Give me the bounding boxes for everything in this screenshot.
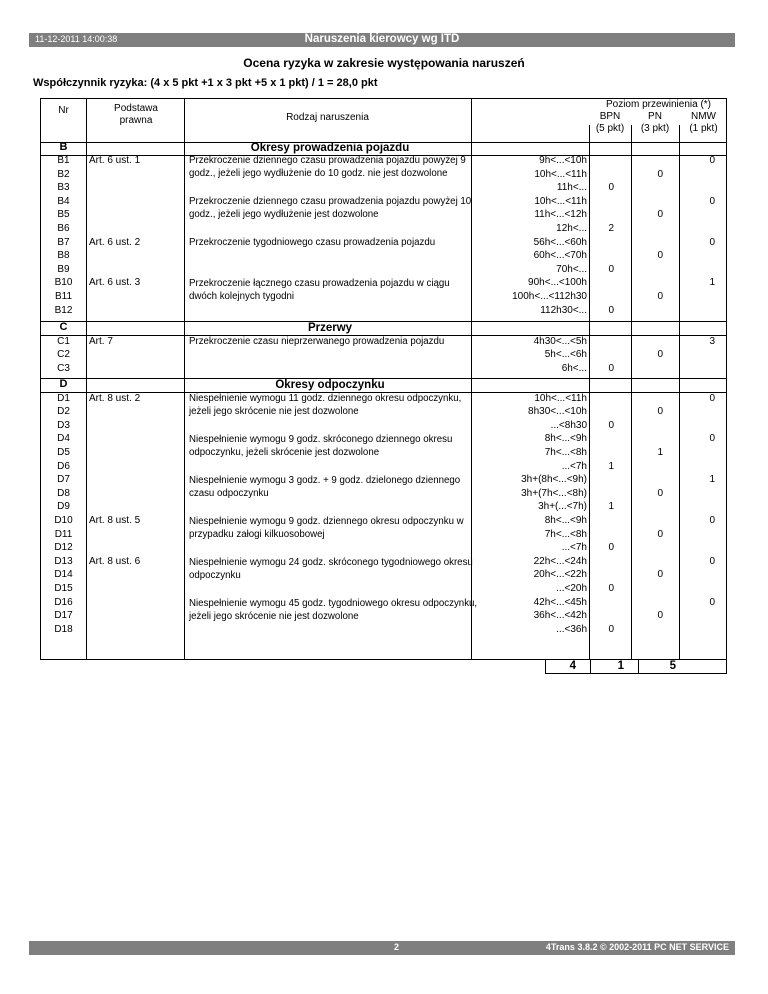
pn-value: 1 <box>657 446 663 458</box>
violation-description: Przekroczenie łącznego czasu prowadzenia pojazdu w ciągu dwóch kolejnych tygodni <box>189 278 450 302</box>
threshold-cell: 7h<...<8h <box>544 446 587 458</box>
row-nr: D6 <box>57 460 70 472</box>
row-nr: B3 <box>57 182 70 194</box>
violation-description: Niespełnienie wymogu 9 godz. skróconego dziennego okresu odpoczynku, jeżeli skrócenie jest dozwolone <box>189 434 453 458</box>
pn-value: 0 <box>657 250 663 262</box>
section-title: Okresy prowadzenia pojazdu <box>250 142 410 154</box>
risk-coefficient: Współczynnik ryzyka: (4 x 5 pkt +1 x 3 pkt +5 x 1 pkt) / 1 = 28,0 pkt <box>33 77 378 89</box>
threshold-cell: 8h<...<9h <box>544 514 587 526</box>
col-header-basis: Podstawa prawna <box>114 103 158 126</box>
report-datetime: 11-12-2011 14:00:38 <box>35 34 118 44</box>
row-nr: B8 <box>57 250 70 262</box>
threshold-cell: 22h<...<24h <box>533 555 587 567</box>
col-header-nmw-points: (1 pkt) <box>689 123 718 134</box>
violation-description: Przekroczenie tygodniowego czasu prowadzenia pojazdu <box>189 237 436 248</box>
threshold-cell: 7h<...<8h <box>544 528 587 540</box>
col-header-level: Poziom przewinienia (*) <box>605 99 712 110</box>
legal-basis: Art. 6 ust. 3 <box>89 277 141 289</box>
nmw-value: 0 <box>709 596 715 608</box>
bpn-value: 0 <box>608 542 614 554</box>
total-nmw: 5 <box>669 660 676 672</box>
bpn-value: 1 <box>608 460 614 472</box>
pn-value: 0 <box>657 349 663 361</box>
nmw-value: 0 <box>709 392 715 404</box>
total-pn: 1 <box>617 660 624 672</box>
section-title: Okresy odpoczynku <box>275 379 385 391</box>
col-header-type: Rodzaj naruszenia <box>286 112 369 123</box>
row-nr: B6 <box>57 223 70 234</box>
row-nr: D4 <box>57 433 70 445</box>
threshold-cell: 8h30<...<10h <box>528 406 587 418</box>
legal-basis: Art. 8 ust. 6 <box>89 555 141 567</box>
row-nr: D18 <box>54 623 73 635</box>
threshold-cell: 8h<...<9h <box>544 433 587 445</box>
bpn-value: 0 <box>608 304 614 316</box>
pn-value: 0 <box>657 209 663 221</box>
col-header-bpn: BPN <box>599 111 621 122</box>
section-title: Przerwy <box>307 322 353 334</box>
report-footer-bar <box>29 941 735 955</box>
threshold-cell: 42h<...<45h <box>533 596 587 608</box>
row-nr: D2 <box>57 406 70 418</box>
row-nr: D17 <box>54 610 73 622</box>
copyright: 4Trans 3.8.2 © 2002-2011 PC NET SERVICE <box>545 942 729 952</box>
row-nr: D10 <box>54 514 73 526</box>
row-nr: D3 <box>57 419 70 431</box>
col-header-nr: Nr <box>58 105 69 116</box>
nmw-value: 0 <box>709 433 715 445</box>
row-nr: D11 <box>54 528 73 540</box>
section-code: B <box>59 141 68 153</box>
threshold-cell: ...<7h <box>561 460 587 472</box>
row-nr: D1 <box>57 392 70 404</box>
section-code: C <box>59 321 68 333</box>
total-bpn: 4 <box>569 660 576 672</box>
row-nr: D12 <box>54 542 73 554</box>
nmw-value: 0 <box>709 514 715 526</box>
nmw-value: 3 <box>709 335 715 347</box>
threshold-cell: 6h<... <box>561 362 587 374</box>
threshold-cell: 10h<...<11h <box>534 392 587 404</box>
row-nr: C3 <box>57 362 70 374</box>
threshold-cell: 60h<...<70h <box>533 250 587 262</box>
col-header-nmw: NMW <box>691 111 716 122</box>
row-nr: D7 <box>57 474 70 486</box>
report-title: Naruszenia kierowcy wg ITD <box>304 33 460 45</box>
threshold-cell: 90h<...<100h <box>528 277 587 289</box>
threshold-cell: 20h<...<22h <box>533 569 587 581</box>
threshold-cell: 12h<... <box>556 223 587 234</box>
threshold-cell: 100h<...<112h30 <box>512 291 587 302</box>
legal-basis: Art. 7 <box>89 335 113 347</box>
threshold-cell: 10h<...<11h <box>534 168 587 180</box>
bpn-value: 0 <box>608 182 614 194</box>
violation-description: Niespełnienie wymogu 45 godz. tygodniowego okresu odpoczynku, jeżeli jego skrócenie nie jest dozwolone <box>189 598 478 622</box>
pn-value: 0 <box>657 487 663 499</box>
pn-value: 0 <box>657 610 663 622</box>
threshold-cell: ...<20h <box>556 582 587 594</box>
nmw-value: 1 <box>709 474 715 486</box>
threshold-cell: ...<36h <box>556 623 587 635</box>
row-nr: C1 <box>57 335 70 347</box>
threshold-cell: ...<7h <box>561 542 587 554</box>
row-nr: D5 <box>57 446 70 458</box>
threshold-cell: 3h+(7h<...<8h) <box>521 487 587 499</box>
threshold-cell: 9h<...<10h <box>539 155 587 166</box>
legal-basis: Art. 8 ust. 5 <box>89 514 141 526</box>
bpn-value: 0 <box>608 623 614 635</box>
row-nr: B9 <box>57 263 70 275</box>
row-nr: B5 <box>57 209 70 221</box>
pn-value: 0 <box>657 168 663 180</box>
threshold-cell: 112h30<... <box>540 304 587 316</box>
legal-basis: Art. 8 ust. 2 <box>89 392 141 404</box>
col-header-pn-points: (3 pkt) <box>640 123 670 134</box>
row-nr: B7 <box>57 236 70 248</box>
violation-description: Przekroczenie czasu nieprzerwanego prowadzenia pojazdu <box>189 336 445 347</box>
page-heading: Ocena ryzyka w zakresie występowania naruszeń <box>243 56 525 70</box>
nmw-value: 1 <box>709 277 715 289</box>
threshold-cell: 5h<...<6h <box>544 349 587 361</box>
pn-value: 0 <box>657 528 663 540</box>
col-header-bpn-points: (5 pkt) <box>595 123 625 134</box>
row-nr: D16 <box>54 596 73 608</box>
bpn-value: 0 <box>608 362 614 374</box>
col-header-pn: PN <box>648 111 662 122</box>
threshold-cell: 70h<... <box>556 263 587 275</box>
row-nr: D13 <box>54 555 73 567</box>
threshold-cell: 3h+(...<7h) <box>538 501 587 513</box>
violation-description: Przekroczenie dziennego czasu prowadzenia pojazdu powyżej 10 godz., jeżeli jego wydłużenie jest dozwolone <box>189 196 472 220</box>
row-nr: D14 <box>54 569 73 581</box>
row-nr: B11 <box>54 291 73 302</box>
pn-value: 0 <box>657 291 663 302</box>
legal-basis: Art. 6 ust. 2 <box>89 236 141 248</box>
bpn-value: 0 <box>608 582 614 594</box>
row-nr: B4 <box>57 195 70 207</box>
threshold-cell: 56h<...<60h <box>533 236 587 248</box>
row-nr: D8 <box>57 487 70 499</box>
row-nr: B10 <box>54 277 73 289</box>
bpn-value: 0 <box>608 263 614 275</box>
row-nr: B2 <box>57 168 70 180</box>
threshold-cell: 4h30<...<5h <box>533 335 587 347</box>
legal-basis: Art. 6 ust. 1 <box>89 155 141 166</box>
row-nr: D15 <box>54 582 73 594</box>
violation-description: Niespełnienie wymogu 11 godz. dziennego okresu odpoczynku, jeżeli jego skrócenie nie jest dozwolone <box>189 393 462 417</box>
bpn-value: 0 <box>608 419 614 431</box>
threshold-cell: 10h<...<11h <box>534 195 587 207</box>
nmw-value: 0 <box>709 236 715 248</box>
pn-value: 0 <box>657 569 663 581</box>
row-nr: B1 <box>57 155 70 166</box>
row-nr: C2 <box>57 349 70 361</box>
violation-description: Niespełnienie wymogu 9 godz. dziennego okresu odpoczynku w przypadku załogi kilkuosobowej <box>189 516 464 540</box>
threshold-cell: ...<8h30 <box>550 419 587 431</box>
violation-description: Przekroczenie dziennego czasu prowadzenia pojazdu powyżej 9 godz., jeżeli jego wydłużenie do 10 godz. nie jest dozwolone <box>189 155 466 179</box>
page-number: 2 <box>394 942 400 952</box>
report-header-bar <box>29 33 735 47</box>
pn-value: 0 <box>657 406 663 418</box>
section-code: D <box>59 378 68 390</box>
row-nr: B12 <box>54 304 73 316</box>
bpn-value: 2 <box>608 223 614 234</box>
threshold-cell: 3h+(8h<...<9h) <box>521 474 587 486</box>
threshold-cell: 11h<...<12h <box>534 209 587 221</box>
threshold-cell: 11h<... <box>556 182 587 194</box>
bpn-value: 1 <box>608 501 614 513</box>
violation-description: Niespełnienie wymogu 24 godz. skróconego tygodniowego okresu odpoczynku <box>189 557 473 581</box>
threshold-cell: 36h<...<42h <box>533 610 587 622</box>
violation-description: Niespełnienie wymogu 3 godz. + 9 godz. dzielonego dziennego czasu odpoczynku <box>189 475 461 499</box>
row-nr: D9 <box>57 501 70 513</box>
nmw-value: 0 <box>709 195 715 207</box>
violations-table <box>40 98 727 660</box>
nmw-value: 0 <box>709 155 715 166</box>
nmw-value: 0 <box>709 555 715 567</box>
totals-row <box>545 660 727 674</box>
